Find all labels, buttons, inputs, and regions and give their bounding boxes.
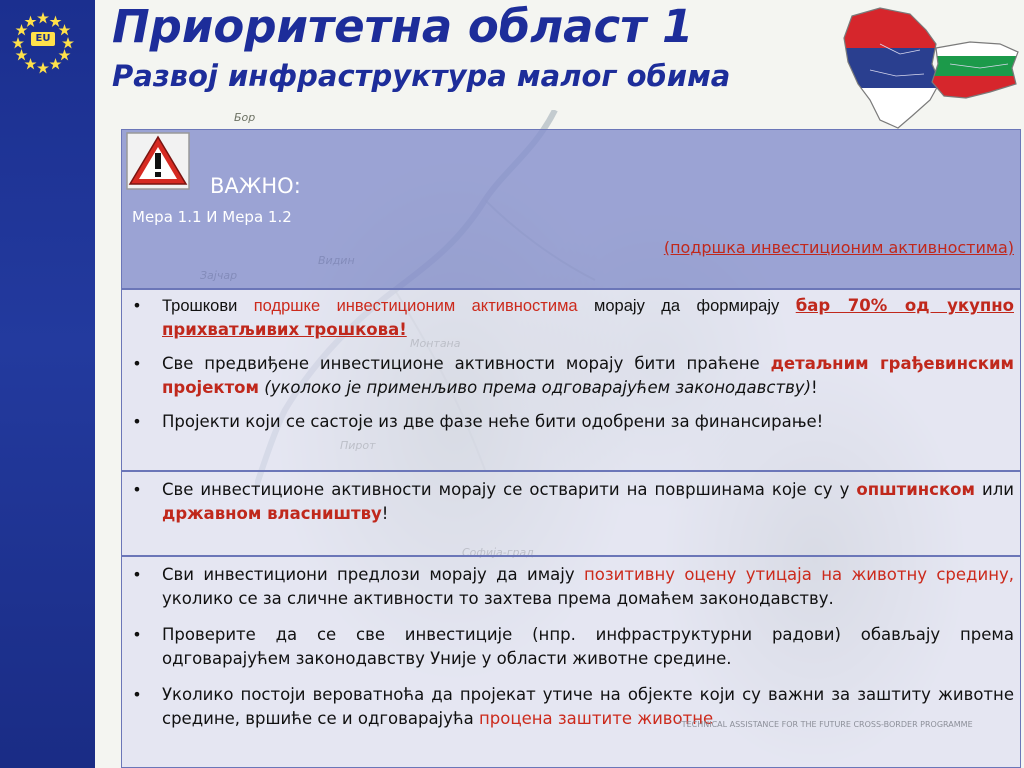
list-item: • Сви инвестициони предлози морају да имају позитивну оцену утицаја на животну средину, уколико се за сличне активности то захтева према домаћем законодавству.	[122, 563, 1020, 611]
panel-ownership	[121, 471, 1021, 556]
panel-environment	[121, 556, 1021, 768]
page-subtitle: Развој инфраструктура малог обима	[112, 59, 731, 93]
serbia-bulgaria-map-icon	[840, 4, 1022, 132]
list-item: • Све инвестиционе активности морају се остварити на површинама које су у општинском или државном власништву!	[122, 478, 1020, 526]
eu-label: EU	[31, 32, 55, 46]
list-item: • Уколико постоји вероватноћа да пројекат утиче на објекте који су важни за заштиту животне средине, вршиће се и одговарајућа процена заштите животне	[122, 683, 1020, 731]
bullet-icon: •	[132, 412, 142, 431]
support-link[interactable]: (подршка инвестиционим активностима)	[663, 238, 1014, 257]
bullet-icon: •	[132, 625, 142, 644]
bullet-icon: •	[132, 480, 142, 499]
page-title: Приоритетна област 1	[112, 0, 694, 53]
measure-label: Мера 1.1 И Мера 1.2	[132, 208, 292, 226]
list-item: • Пројекти који се састоје из две фазе неће бити одобрени за финансирање!	[122, 410, 1020, 434]
panel-costs	[121, 289, 1021, 471]
bullet-icon: •	[132, 296, 142, 315]
list-item: • Проверите да се све инвестиције (нпр. инфраструктурни радови) обављају према одговарајућем законодавству Уније у области животне средине.	[122, 623, 1020, 671]
warning-icon	[126, 132, 190, 190]
footer-watermark: "TECHNICAL ASSISTANCE FOR THE FUTURE CROSS-BORDER PROGRAMME	[678, 720, 973, 729]
eu-side-band	[0, 0, 95, 768]
important-panel	[121, 129, 1021, 289]
bullet-icon: •	[132, 565, 142, 584]
bullet-icon: •	[132, 685, 142, 704]
list-item: • Трошкови подршке инвестиционим активностима морају да формирају бар 70% од укупно прихватљивих трошкова!	[122, 294, 1020, 342]
list-item: • Све предвиђене инвестиционе активности морају бити праћене детаљним грађевинским пројектом (уколоко је применљиво према одговарајућем законодавству)!	[122, 352, 1020, 400]
important-label: ВАЖНО:	[210, 174, 301, 198]
bullet-icon: •	[132, 354, 142, 373]
map-place-bor: Бор	[234, 111, 256, 124]
